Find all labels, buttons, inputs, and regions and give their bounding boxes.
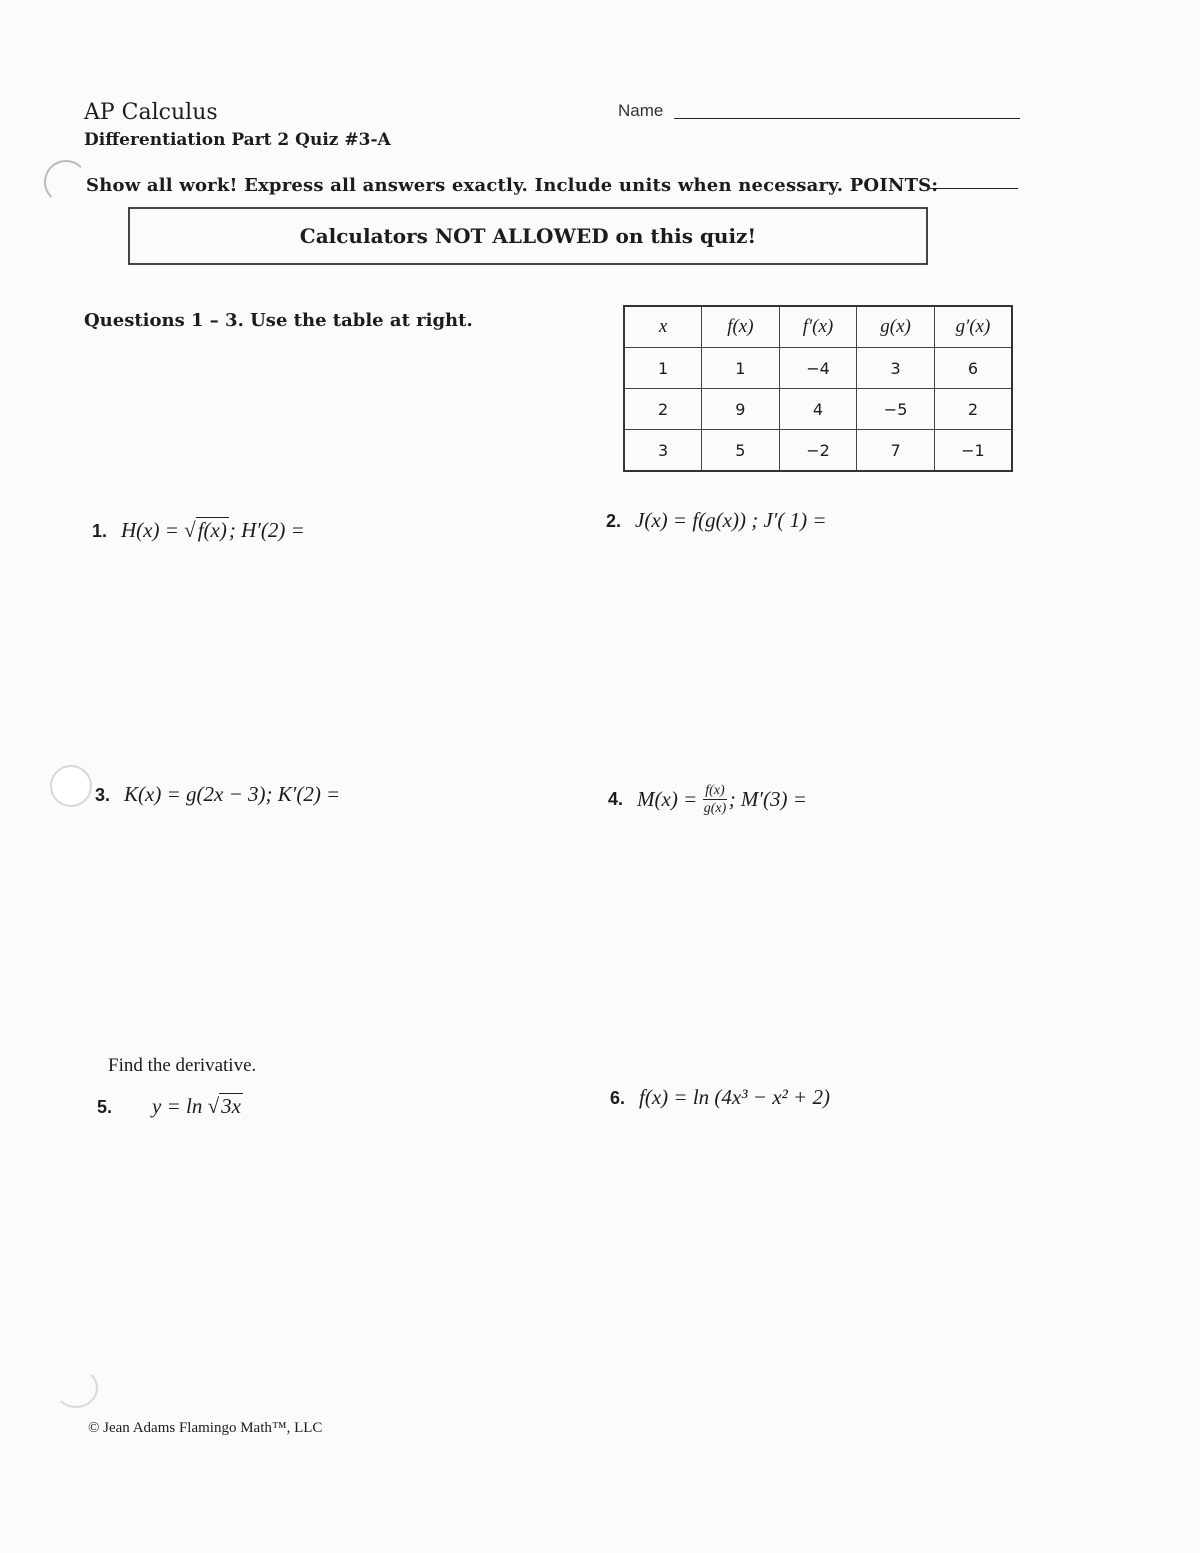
copyright-footer: © Jean Adams Flamingo Math™, LLC bbox=[88, 1420, 323, 1436]
table-header: g(x) bbox=[857, 306, 935, 348]
radicand: f(x) bbox=[197, 518, 227, 542]
table-row bbox=[624, 389, 1012, 430]
table-header: f′(x) bbox=[779, 306, 857, 348]
table-header-row bbox=[624, 306, 1012, 348]
table-cell: 3 bbox=[624, 430, 702, 472]
question-expression: ; M′(3) = bbox=[728, 787, 807, 811]
function-values-table bbox=[623, 305, 1013, 472]
table-cell: 7 bbox=[857, 430, 935, 472]
question-3 bbox=[95, 782, 340, 807]
table-cell: 2 bbox=[624, 389, 702, 430]
find-derivative-label: Find the derivative. bbox=[108, 1055, 257, 1076]
question-expression: y = ln bbox=[152, 1094, 208, 1118]
question-number: 1. bbox=[92, 521, 108, 541]
calculator-notice: Calculators NOT ALLOWED on this quiz! bbox=[299, 224, 757, 248]
table-cell: 1 bbox=[624, 348, 702, 389]
table-row bbox=[624, 348, 1012, 389]
fraction bbox=[703, 782, 726, 817]
question-text: K(x) = g(2x − 3); K′(2) = bbox=[124, 782, 341, 806]
question-expression: H(x) = bbox=[121, 518, 185, 542]
punch-hole-top bbox=[44, 160, 88, 204]
table-header: x bbox=[624, 306, 702, 348]
question-5 bbox=[97, 1094, 243, 1119]
question-text bbox=[152, 1094, 243, 1119]
question-number: 4. bbox=[608, 789, 624, 809]
points-field[interactable] bbox=[930, 188, 1018, 189]
punch-hole-bottom bbox=[54, 1368, 98, 1408]
question-4 bbox=[608, 782, 807, 817]
question-2 bbox=[606, 508, 827, 533]
question-expression: M(x) = bbox=[637, 787, 698, 811]
table-cell: −5 bbox=[857, 389, 935, 430]
table-cell: 5 bbox=[702, 430, 780, 472]
question-text: f(x) = ln (4x³ − x² + 2) bbox=[639, 1085, 830, 1109]
question-number: 5. bbox=[97, 1097, 113, 1117]
table-cell: −2 bbox=[779, 430, 857, 472]
radical-sign: √ bbox=[207, 1094, 220, 1118]
radicand: 3x bbox=[221, 1094, 241, 1118]
punch-hole-middle bbox=[50, 765, 92, 807]
quiz-title: Differentiation Part 2 Quiz #3-A bbox=[84, 130, 391, 150]
table-cell: 9 bbox=[702, 389, 780, 430]
table-cell: 6 bbox=[934, 348, 1012, 389]
table-header: f(x) bbox=[702, 306, 780, 348]
table-prompt: Questions 1 – 3. Use the table at right. bbox=[84, 310, 473, 331]
question-text: J(x) = f(g(x)) ; J′( 1) = bbox=[635, 508, 827, 532]
table-cell: 1 bbox=[702, 348, 780, 389]
question-number: 6. bbox=[610, 1088, 626, 1108]
instructions: Show all work! Express all answers exactly. Include units when necessary. POINTS: bbox=[86, 175, 939, 196]
question-number: 2. bbox=[606, 511, 622, 531]
question-6 bbox=[610, 1085, 830, 1110]
question-number: 3. bbox=[95, 785, 111, 805]
name-label: Name bbox=[618, 101, 664, 120]
table-cell: 3 bbox=[857, 348, 935, 389]
fraction-denominator: g(x) bbox=[703, 801, 727, 816]
fraction-numerator: f(x) bbox=[705, 783, 725, 798]
question-1 bbox=[92, 518, 305, 543]
calculator-notice-box bbox=[128, 207, 928, 265]
table-cell: −1 bbox=[934, 430, 1012, 472]
table-header: g′(x) bbox=[934, 306, 1012, 348]
question-expression: ; H′(2) = bbox=[228, 518, 305, 542]
name-field[interactable] bbox=[674, 118, 1020, 119]
table-cell: −4 bbox=[779, 348, 857, 389]
table-row bbox=[624, 430, 1012, 472]
table-cell: 4 bbox=[779, 389, 857, 430]
radical-sign: √ bbox=[184, 518, 196, 542]
question-text bbox=[121, 518, 305, 543]
course-title: AP Calculus bbox=[84, 100, 218, 125]
table-cell: 2 bbox=[934, 389, 1012, 430]
